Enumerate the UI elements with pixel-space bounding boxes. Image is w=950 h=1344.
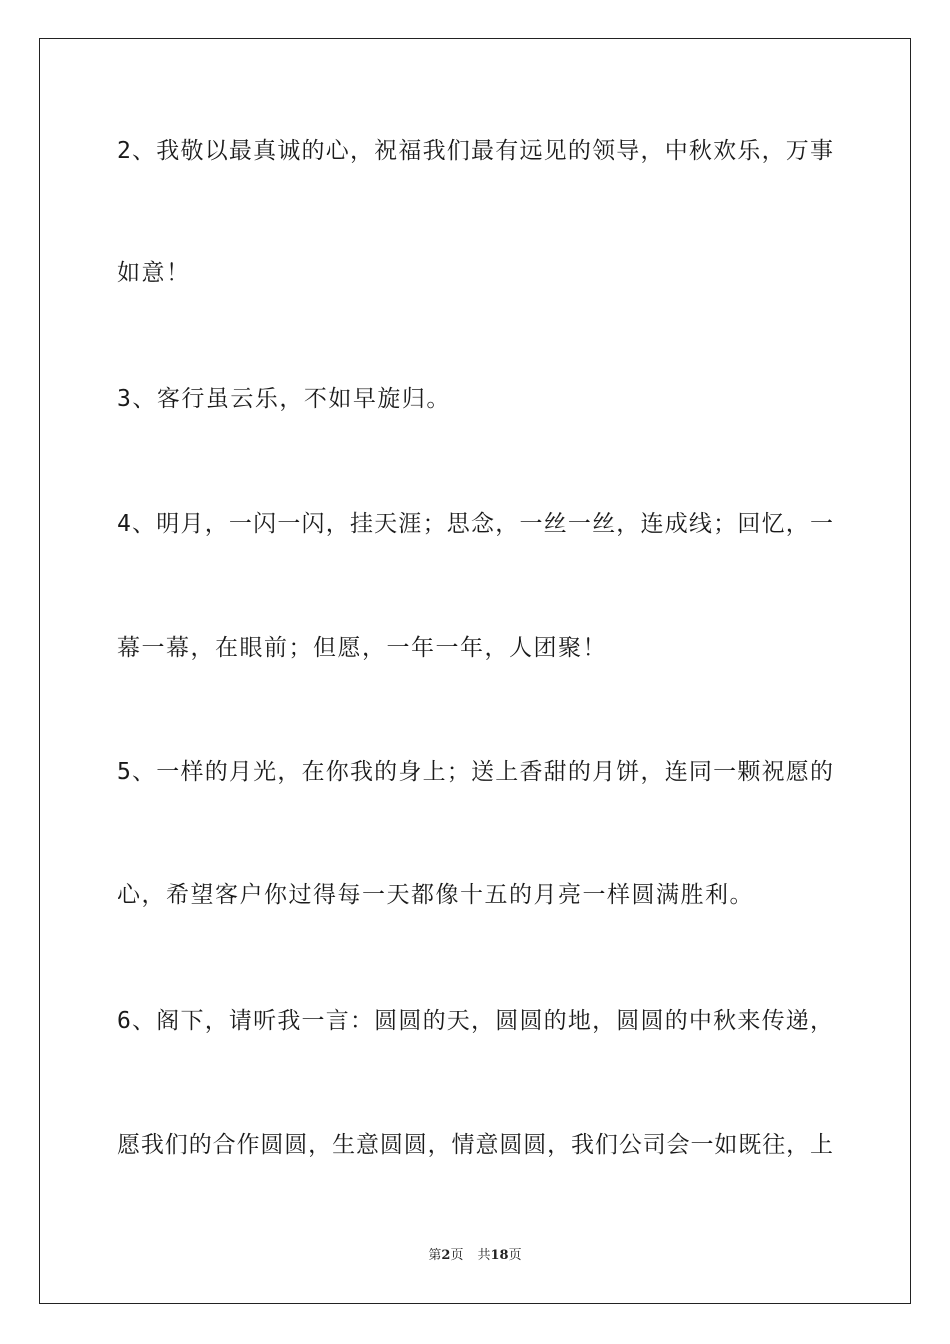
text-line-4: 4、明月，一闪一闪，挂天涯；思念，一丝一丝，连成线；回忆，一: [117, 511, 833, 537]
total-suffix: 页: [508, 1248, 522, 1263]
text-line-9: 愿我们的合作圆圆，生意圆圆，情意圆圆，我们公司会一如既往，上: [117, 1132, 833, 1158]
page-prefix: 第: [428, 1248, 442, 1263]
text-line-7: 心，希望客户你过得每一天都像十五的月亮一样圆满胜利。: [117, 882, 754, 908]
page-frame: [39, 38, 911, 1304]
text-line-2: 如意！: [117, 260, 191, 286]
text-line-1: 2、我敬以最真诚的心，祝福我们最有远见的领导，中秋欢乐，万事: [117, 138, 833, 164]
page-suffix: 页: [450, 1248, 464, 1263]
page-current: 2: [441, 1248, 451, 1263]
text-line-8: 6、阁下，请听我一言：圆圆的天，圆圆的地，圆圆的中秋来传递，: [117, 1008, 833, 1034]
text-line-3: 3、客行虽云乐，不如早旋归。: [117, 386, 451, 412]
total-prefix: 共: [477, 1248, 491, 1263]
text-line-6: 5、一样的月光，在你我的身上；送上香甜的月饼，连同一颗祝愿的: [117, 759, 833, 785]
text-line-5: 幕一幕，在眼前；但愿，一年一年，人团聚！: [117, 635, 607, 661]
page-total: 18: [490, 1248, 509, 1263]
page-footer: [0, 1247, 950, 1265]
